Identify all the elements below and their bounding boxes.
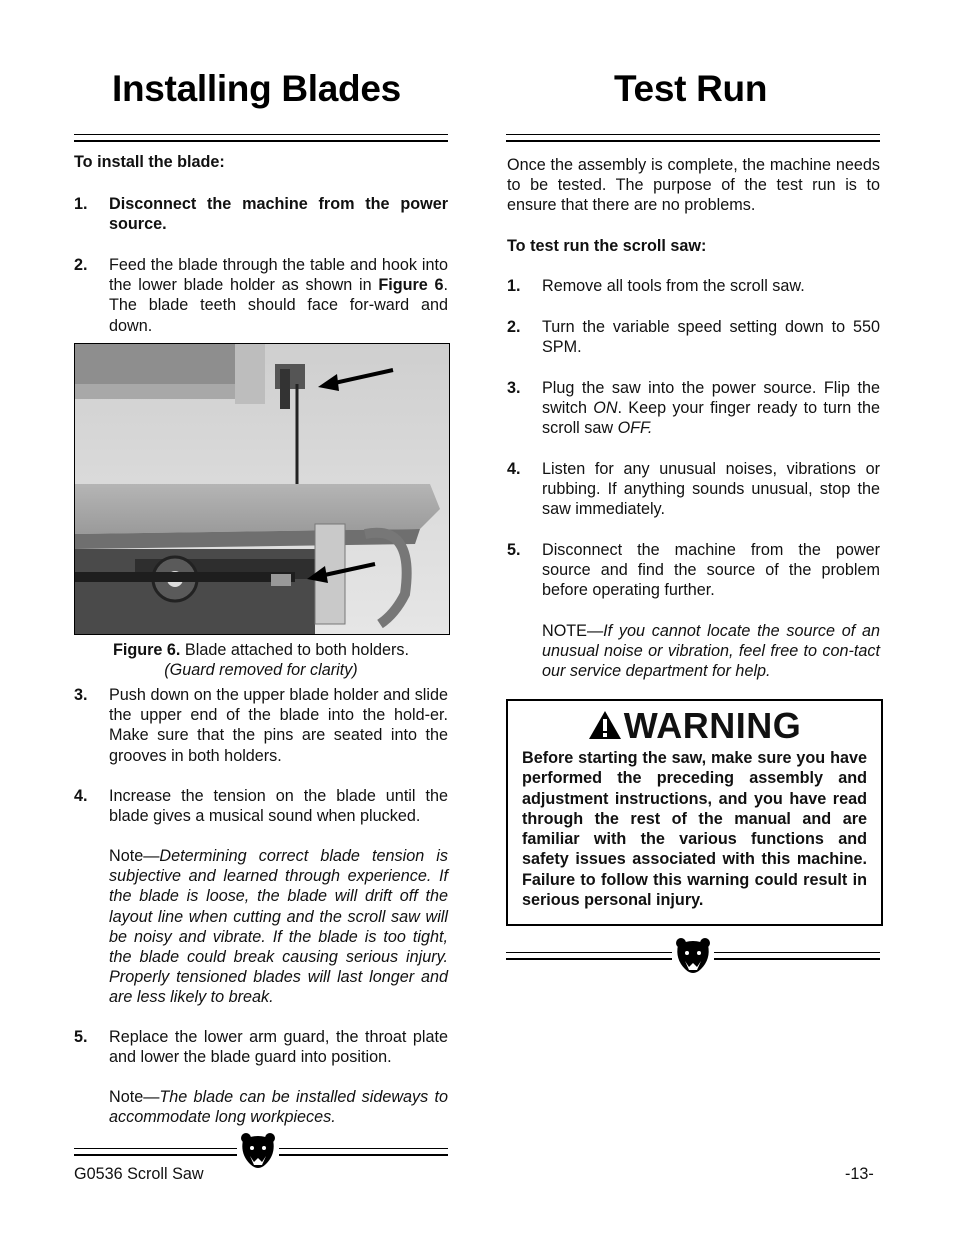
left-title: Installing Blades [112,68,401,109]
test-step-5 [507,540,880,601]
test-step-2 [507,317,880,357]
step-text: Plug the saw into the power source. Flip the switch ON. Keep your finger ready to turn the scroll saw OFF. [542,379,880,438]
test-step-1 [507,276,880,296]
right-divider-top-right [714,952,880,953]
step-text: Feed the blade through the table and hook into the lower blade holder as shown in Figure 6. The blade teeth should face for-ward and down. [109,256,448,335]
step-text: Disconnect the machine from the power source and find the source of the problem before operating further. [542,541,880,600]
left-divider-bottom-right [279,1154,448,1156]
install-step-5 [74,1027,448,1067]
figure-6-photo [74,343,450,635]
right-divider-bottom-right [714,958,880,960]
bear-logo-icon [240,1132,276,1172]
step-text: Remove all tools from the scroll saw. [542,277,805,295]
tension-note: Note—Determining correct blade tension is subjective and learned through experience. If the blade is loose, the blade will drift off the layout line when cutting and the scroll saw will be noisy and vibrate. If the blade is too tight, the blade could break causing serious injury. Properly tensioned blades will last longer and are less likely to break. [109,847,448,1007]
step-text: Disconnect the machine from the power source. [109,195,448,234]
test-step-3 [507,378,880,439]
step-number: 4. [74,787,88,805]
step-number: 4. [507,460,521,478]
step-number: 1. [507,277,521,295]
step-number: 5. [74,1028,88,1046]
install-heading: To install the blade: [74,153,225,171]
blade-holder-illustration [75,344,449,634]
right-title: Test Run [614,68,768,109]
step-text: Increase the tension on the blade until the blade gives a musical sound when plucked. [109,787,448,826]
left-divider-top [74,1148,237,1149]
test-step-4 [507,459,880,520]
bear-logo-icon [675,937,711,977]
step-number: 1. [74,195,88,213]
step-text: Replace the lower arm guard, the throat plate and lower the blade guard into position. [109,1028,448,1067]
left-divider-top-right [279,1148,448,1149]
install-step-3 [74,685,448,766]
step-number: 2. [507,318,521,336]
step-text: Listen for any unusual noises, vibrations or rubbing. If anything sounds unusual, stop the saw immediately. [542,460,880,519]
right-divider-top [506,952,672,953]
right-title-rule [506,134,880,142]
left-divider-bottom [74,1154,237,1156]
install-step-2 [74,255,448,336]
test-run-heading: To test run the scroll saw: [507,237,707,255]
figure-reference-link: Figure 6 [378,276,444,295]
warning-box [506,699,883,926]
install-step-4 [74,786,448,826]
step-number: 3. [507,379,521,397]
sideways-note: Note—The blade can be installed sideways to accommodate long workpieces. [109,1088,448,1127]
footer-model: G0536 Scroll Saw [74,1165,204,1183]
warning-text: Before starting the saw, make sure you have performed the preceding assembly and adjustment instructions, and you have read through the rest of the manual and are familiar with the various functions and safety issues associated with this machine. Failure to follow this warning could result in serious personal injury. [522,749,867,910]
warning-triangle-icon [588,710,622,740]
step-number: 3. [74,686,88,704]
test-run-intro: Once the assembly is complete, the machine needs to be tested. The purpose of the test run is to ensure that there are no problems. [507,156,880,215]
figure-6-caption: Figure 6. Blade attached to both holders. (Guard removed for clarity) [112,641,410,680]
right-divider-bottom [506,958,672,960]
test-note: NOTE—If you cannot locate the source of an unusual noise or vibration, feel free to con-tact our service department for help. [542,622,880,681]
step-number: 2. [74,256,88,274]
step-number: 5. [507,541,521,559]
left-title-rule [74,134,448,142]
warning-heading: WARNING [508,705,881,747]
step-text: Turn the variable speed setting down to 550 SPM. [542,318,880,357]
step-text: Push down on the upper blade holder and slide the upper end of the blade into the hold-er. Make sure that the pins are seated into the grooves in both holders. [109,686,448,765]
footer-page-number: -13- [845,1165,874,1183]
install-step-1 [74,194,448,234]
